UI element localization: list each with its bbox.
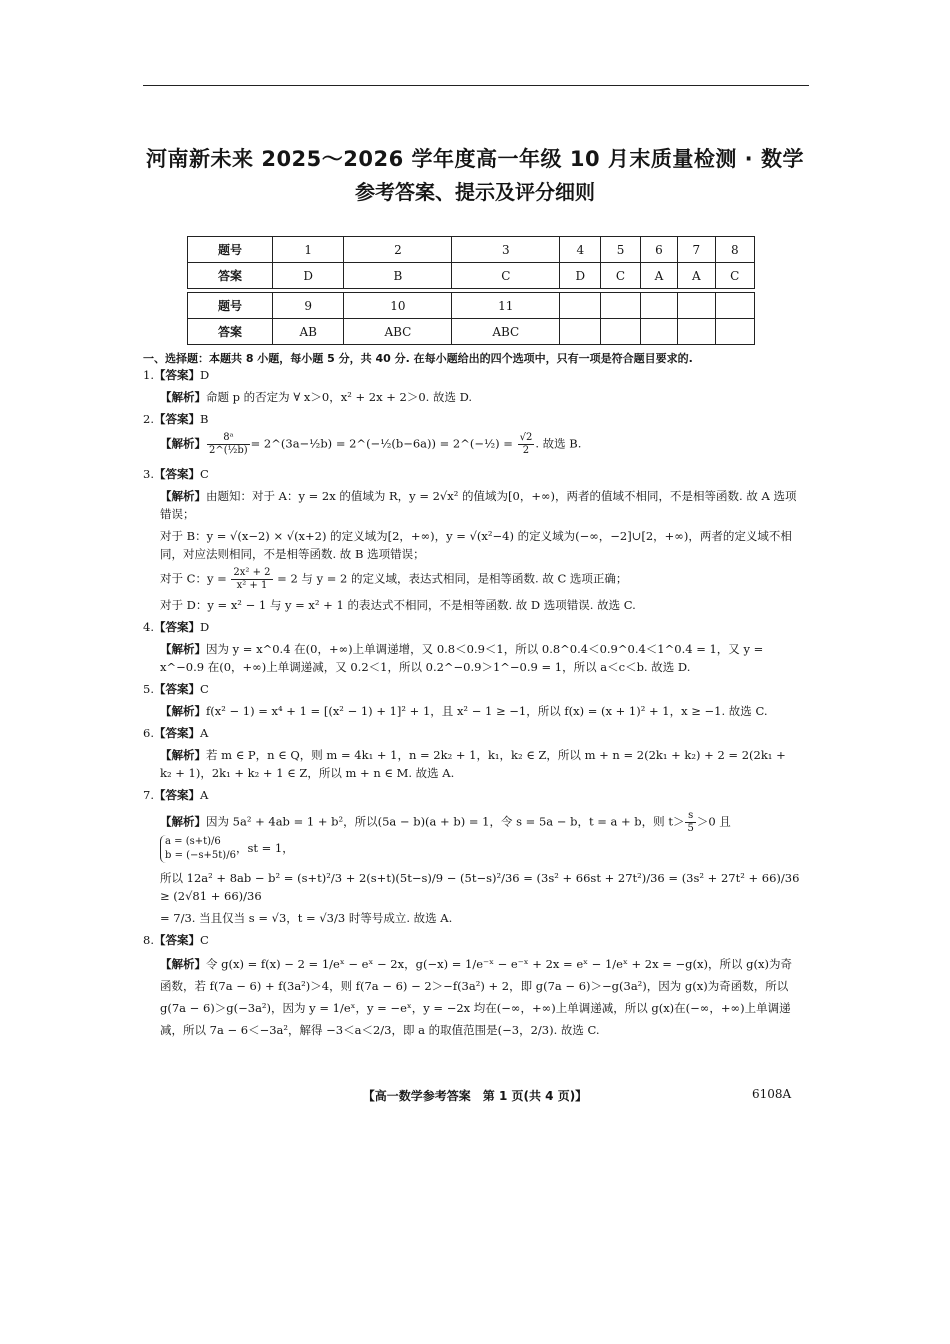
cell: D bbox=[273, 263, 344, 289]
analysis-text: = 2^(3a−½b) = 2^(−½(b−6a)) = 2^(−½) = bbox=[250, 436, 517, 451]
cell: AB bbox=[273, 319, 344, 345]
question-number: 4. bbox=[143, 620, 154, 634]
answer-tag: 【答案】 bbox=[153, 620, 200, 634]
cell: 11 bbox=[452, 293, 560, 319]
numerator: 2x² + 2 bbox=[233, 567, 271, 578]
page-footer: 【高一数学参考答案 第 1 页(共 4 页)】 bbox=[362, 1089, 588, 1103]
analysis-text: f(x² − 1) = x⁴ + 1 = [(x² − 1) + 1]² + 1，且 x² − 1 ≥ −1，所以 f(x) = (x + 1)² + 1，x ≥ −1. 故选 C. bbox=[206, 704, 768, 718]
answer-value: D bbox=[199, 620, 210, 634]
analysis-text: 令 g(x) = f(x) − 2 = 1/eˣ − eˣ − 2x，g(−x) = 1/e⁻ˣ − e⁻ˣ + 2x = eˣ − 1/eˣ + 2x = −g(x)，所以 g(x)为奇函数，若 f(7a − 6) + f(3a²)＞4，则 f(7a − 6) − 2＞−f(3a²) + 2，即 g(7a − 6)＞−g(3a²)，因为 g(x)为奇函数，所以 g(7a − 6)＞g(−3a²)，因为 y = 1/eˣ，y = −eˣ，y = −2x 均在(−∞，+∞)上单调递减，所以 g(x)在(−∞，+∞)上单调递减，所以 7a − 6＜−3a²，解得 −3＜a＜2/3，即 a 的取值范围是(−3，2/3). 故选 C. bbox=[160, 957, 792, 1037]
analysis-text: 对于 B：y = √(x−2) × √(x+2) 的定义域为[2，+∞)，y = √(x²−4) 的定义域为(−∞，−2]∪[2，+∞)，两者的定义域不相同，对应法则相同，不是相等函数. 故 B 选项错误； bbox=[160, 529, 792, 561]
fraction bbox=[207, 432, 250, 457]
row-label: 题号 bbox=[188, 237, 273, 263]
analysis-text: 因为 5a² + 4ab = 1 + b²，所以(5a − b)(a + b) = 1，令 s = 5a − b，t = a + b，则 t＞ bbox=[206, 814, 685, 829]
table-row bbox=[188, 319, 755, 345]
question-number: 3. bbox=[143, 467, 154, 481]
question-2-analysis bbox=[160, 432, 800, 457]
question-number: 5. bbox=[143, 682, 154, 696]
question-8-analysis bbox=[160, 953, 800, 1041]
answer-tag: 【答案】 bbox=[153, 682, 200, 696]
denominator: 2 bbox=[522, 445, 530, 456]
question-7-analysis bbox=[160, 810, 800, 863]
answer-value: C bbox=[199, 933, 209, 947]
table-row bbox=[188, 293, 755, 319]
analysis-tag: 【解析】 bbox=[160, 390, 206, 404]
analysis-text: 对于 C：y = bbox=[160, 571, 231, 586]
answer-table bbox=[187, 236, 755, 345]
cell bbox=[560, 319, 601, 345]
cell: C bbox=[452, 263, 560, 289]
answer-value: C bbox=[199, 682, 209, 696]
cell bbox=[640, 293, 677, 319]
page-title: 河南新未来 2025～2026 学年度高一年级 10 月末质量检测 · 数学 bbox=[146, 147, 804, 171]
denominator: 2^(½b) bbox=[209, 445, 248, 456]
answer-tag: 【答案】 bbox=[153, 467, 200, 481]
cell: A bbox=[640, 263, 677, 289]
question-number: 2. bbox=[143, 412, 154, 426]
answer-tag: 【答案】 bbox=[153, 412, 200, 426]
question-3-analysis-b bbox=[160, 527, 800, 563]
analysis-text: 由题知：对于 A：y = 2x 的值域为 R，y = 2√x² 的值域为[0，+∞)，两者的值域不相同，不是相等函数. 故 A 选项错误； bbox=[160, 489, 797, 521]
cell bbox=[601, 319, 640, 345]
denominator: 5 bbox=[687, 823, 694, 834]
answer-tag: 【答案】 bbox=[153, 368, 200, 382]
system-line: b = (−s+5t)/6 bbox=[165, 850, 236, 861]
cell: 2 bbox=[344, 237, 452, 263]
analysis-tag: 【解析】 bbox=[160, 704, 206, 718]
cell: 7 bbox=[678, 237, 715, 263]
cell: 9 bbox=[273, 293, 344, 319]
cell: 3 bbox=[452, 237, 560, 263]
numerator: √2 bbox=[519, 432, 533, 443]
question-number: 1. bbox=[143, 368, 154, 382]
analysis-tag: 【解析】 bbox=[160, 748, 206, 762]
numerator: 8ᵃ bbox=[207, 432, 250, 445]
cell: 4 bbox=[560, 237, 601, 263]
analysis-text: = 2 与 y = 2 的定义域，表达式相同，是相等函数. 故 C 选项正确； bbox=[273, 571, 628, 586]
cell: C bbox=[601, 263, 640, 289]
answer-tag: 【答案】 bbox=[153, 788, 200, 802]
analysis-text: = 7/3. 当且仅当 s = √3，t = √3/3 时等号成立. 故选 A. bbox=[160, 911, 453, 925]
cell bbox=[640, 319, 677, 345]
document-code: 6108A bbox=[752, 1087, 792, 1101]
row-label: 答案 bbox=[188, 263, 273, 289]
cell: C bbox=[715, 263, 754, 289]
system-line: a = (s+t)/6 bbox=[165, 836, 221, 847]
cell bbox=[678, 293, 715, 319]
analysis-tag: 【解析】 bbox=[160, 436, 206, 451]
question-1-answer bbox=[143, 366, 800, 384]
section-heading: 一、选择题：本题共 8 小题，每小题 5 分，共 40 分. 在每小题给出的四个选项中，只有一项是符合题目要求的. bbox=[143, 352, 693, 365]
cell: D bbox=[560, 263, 601, 289]
numerator: s bbox=[685, 810, 695, 823]
question-7-analysis-c bbox=[160, 909, 800, 927]
cell: 10 bbox=[344, 293, 452, 319]
cell: B bbox=[344, 263, 452, 289]
analysis-text: 因为 y = x^0.4 在(0，+∞)上单调递增，又 0.8＜0.9＜1，所以 0.8^0.4＜0.9^0.4＜1^0.4 = 1，又 y = x^−0.9 在(0，+∞)上单调递减，又 0.2＜1，所以 0.2^−0.9＞1^−0.9 = 1，所以 a＜c＜b. 故选 D. bbox=[160, 642, 764, 674]
cell: 5 bbox=[601, 237, 640, 263]
cell: A bbox=[678, 263, 715, 289]
analysis-tag: 【解析】 bbox=[160, 957, 206, 971]
denominator: x² + 1 bbox=[236, 580, 268, 591]
analysis-text: 对于 D：y = x² − 1 与 y = x² + 1 的表达式不相同，不是相等函数. 故 D 选项错误. 故选 C. bbox=[160, 598, 636, 612]
question-7-answer bbox=[143, 786, 800, 804]
analysis-tag: 【解析】 bbox=[160, 489, 206, 503]
question-6-answer bbox=[143, 724, 800, 742]
answer-value: A bbox=[199, 726, 209, 740]
fraction bbox=[518, 432, 535, 457]
question-number: 8. bbox=[143, 933, 154, 947]
analysis-text: 命题 p 的否定为 ∀ x＞0，x² + 2x + 2＞0. 故选 D. bbox=[206, 390, 473, 404]
question-5-answer bbox=[143, 680, 800, 698]
question-3-answer bbox=[143, 465, 800, 483]
cell bbox=[601, 293, 640, 319]
answer-value: B bbox=[199, 412, 209, 426]
cell: 6 bbox=[640, 237, 677, 263]
question-3-analysis bbox=[160, 487, 800, 523]
analysis-tag: 【解析】 bbox=[160, 814, 206, 829]
answer-value: D bbox=[199, 368, 210, 382]
question-1-analysis bbox=[160, 388, 800, 406]
cell: 8 bbox=[715, 237, 754, 263]
answer-value: A bbox=[199, 788, 209, 802]
answer-value: C bbox=[199, 467, 209, 481]
analysis-tag: 【解析】 bbox=[160, 642, 206, 656]
question-5-analysis bbox=[160, 702, 800, 720]
question-3-analysis-c bbox=[160, 567, 800, 592]
cell: ABC bbox=[344, 319, 452, 345]
analysis-text: . 故选 B. bbox=[535, 436, 582, 451]
table-row bbox=[188, 263, 755, 289]
cell bbox=[560, 293, 601, 319]
fraction bbox=[685, 810, 695, 835]
analysis-text: ＞0 且 bbox=[696, 814, 731, 829]
analysis-text: ，st = 1， bbox=[235, 841, 294, 855]
question-number: 7. bbox=[143, 788, 154, 802]
analysis-text: 所以 12a² + 8ab − b² = (s+t)²/3 + 2(s+t)(5t−s)/9 − (5t−s)²/36 = (3s² + 66st + 27t²)/36 = (3s² + 27t² + 66)/36 ≥ (2√81 + 66)/36 bbox=[160, 871, 800, 903]
answer-tag: 【答案】 bbox=[153, 933, 200, 947]
table-row bbox=[188, 237, 755, 263]
solutions-body bbox=[143, 366, 800, 1045]
question-4-analysis bbox=[160, 640, 800, 676]
fraction bbox=[231, 567, 272, 592]
cell bbox=[715, 293, 754, 319]
page-subtitle: 参考答案、提示及评分细则 bbox=[355, 180, 595, 204]
question-6-analysis bbox=[160, 746, 800, 782]
equation-system bbox=[160, 835, 236, 863]
cell: 1 bbox=[273, 237, 344, 263]
answer-tag: 【答案】 bbox=[153, 726, 200, 740]
cell bbox=[678, 319, 715, 345]
analysis-text: 若 m ∈ P，n ∈ Q，则 m = 4k₁ + 1，n = 2k₂ + 1，k₁，k₂ ∈ Z，所以 m + n = 2(2k₁ + k₂) + 2 = 2(2k₁ + k₂ + 1)，2k₁ + k₂ + 1 ∈ Z，所以 m + n ∈ M. 故选 A. bbox=[160, 748, 786, 780]
cell bbox=[715, 319, 754, 345]
question-number: 6. bbox=[143, 726, 154, 740]
top-rule bbox=[143, 85, 809, 86]
question-3-analysis-d bbox=[160, 596, 800, 614]
row-label: 题号 bbox=[188, 293, 273, 319]
question-4-answer bbox=[143, 618, 800, 636]
row-label: 答案 bbox=[188, 319, 273, 345]
question-8-answer bbox=[143, 931, 800, 949]
question-2-answer bbox=[143, 410, 800, 428]
question-7-analysis-b bbox=[160, 869, 800, 905]
cell: ABC bbox=[452, 319, 560, 345]
